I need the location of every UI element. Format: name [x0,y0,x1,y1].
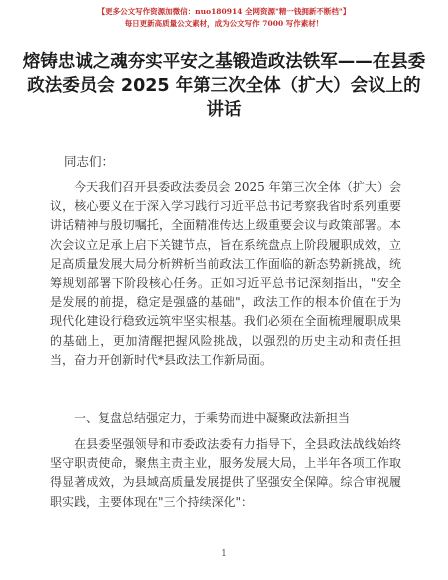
header-banner [0,6,448,30]
paragraph-intro-text: 今天我们召开县委政法委员会 2025 年第三次全体（扩大）会议，核心要义在于深入学习践行习近平总书记考察我省时系列重要讲话精神与殷切嘱托，全面精准传达上级重要会议与政策部署。本次会议立足承上启下关键节点，旨在系统盘点上阶段履职成效，立足高质量发展大局分析辨析当前政法工作面临的新态势新挑战，统筹规划部署下阶段核心任务。正如习近平总书记深刻指出，"安全是发展的前提，稳定是强盛的基础"，政法工作的根本价值在于为现代化建设行稳致远筑牢坚实根基。我们必须在全面梳理履职成果的基础上，更加清醒把握风险挑战，以强烈的历史主动和责任担当，奋力开创新时代*县政法工作新局面。 [50,180,401,367]
section-heading-1: 一、复盘总结强定力，于乘势而进中凝聚政法新担当 [74,411,351,425]
banner-line-2: 每日更新高质量公文素材，成为公文写作 7000 写作素材！ [124,19,324,28]
page-number: 1 [221,549,227,559]
paragraph-section-1-text: 在县委坚强领导和市委政法委有力指导下，全县政法战线始终坚守职责使命，聚焦主责主业，服务发展大局，上半年各项工作取得显著成效，为县域高质量发展提供了坚强安全保障。综合审视履职实践，主要体现在"三个持续深化"： [50,437,401,509]
salutation: 同志们： [64,154,115,169]
paragraph-intro [50,178,401,370]
document-title: 熔铸忠诚之魂夯实平安之基锻造政法铁军——在县委政法委员会 2025 年第三次全体（扩大）会议上的讲话 [22,52,426,120]
paragraph-section-1 [50,435,401,512]
banner-line-1: 【更多公文写作资源加微信：nuo180914 全网资源"精一钱拥新不断档"】 [97,7,351,16]
